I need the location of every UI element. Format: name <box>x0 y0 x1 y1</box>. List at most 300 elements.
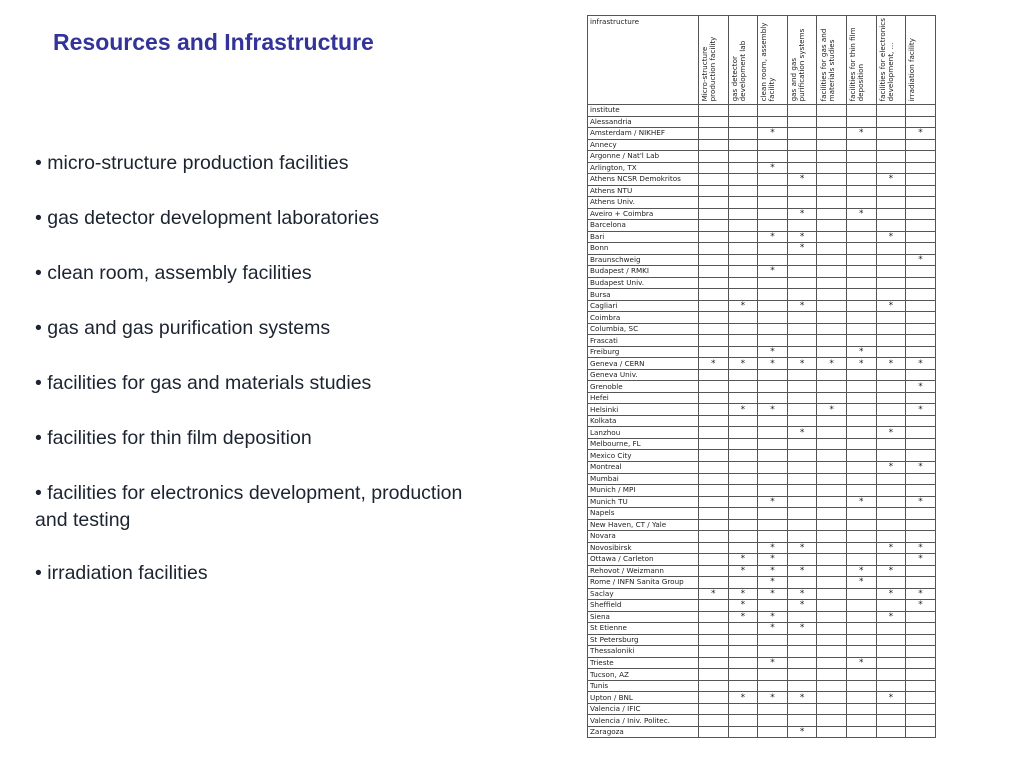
facility-mark <box>906 669 936 681</box>
facility-mark <box>876 703 906 715</box>
institute-name: Siena <box>588 611 699 623</box>
facility-mark <box>787 220 817 232</box>
facility-mark <box>728 461 758 473</box>
facility-mark <box>817 289 847 301</box>
facility-mark <box>846 646 876 658</box>
institute-name: Saclay <box>588 588 699 600</box>
facility-header-label: clean room, assembly facility <box>759 22 777 101</box>
table-row <box>588 231 936 243</box>
facility-header <box>758 16 788 105</box>
facility-mark: * <box>758 266 788 278</box>
facility-mark <box>728 335 758 347</box>
facility-mark <box>787 485 817 497</box>
facility-mark <box>846 415 876 427</box>
facility-mark <box>817 657 847 669</box>
institute-name: Thessaloniki <box>588 646 699 658</box>
institute-column-label: institute <box>588 105 699 117</box>
facility-mark <box>846 404 876 416</box>
facility-mark <box>817 715 847 727</box>
facility-mark <box>699 565 729 577</box>
facility-mark: * <box>876 565 906 577</box>
facility-mark <box>699 300 729 312</box>
table-row <box>588 266 936 278</box>
facility-mark <box>817 692 847 704</box>
facility-mark <box>846 485 876 497</box>
institute-name: Cagliari <box>588 300 699 312</box>
facility-mark <box>728 174 758 186</box>
table-row <box>588 415 936 427</box>
table-row <box>588 300 936 312</box>
facility-mark <box>846 185 876 197</box>
facility-mark <box>906 139 936 151</box>
facility-mark: * <box>728 588 758 600</box>
facility-mark: * <box>787 358 817 370</box>
facility-mark <box>699 554 729 566</box>
institute-name: Athens Univ. <box>588 197 699 209</box>
facility-header-label: Micro-structure production facility <box>700 36 718 101</box>
facility-mark <box>787 289 817 301</box>
facility-mark <box>699 139 729 151</box>
facility-mark <box>906 162 936 174</box>
institute-name: Annecy <box>588 139 699 151</box>
facility-mark <box>699 473 729 485</box>
facility-mark <box>876 254 906 266</box>
table-row <box>588 335 936 347</box>
facility-mark <box>758 197 788 209</box>
facility-mark <box>699 174 729 186</box>
facility-mark <box>817 565 847 577</box>
facility-mark <box>787 139 817 151</box>
table-row <box>588 703 936 715</box>
facility-mark <box>876 450 906 462</box>
facility-mark <box>906 438 936 450</box>
institute-name: Valencia / Iniv. Politec. <box>588 715 699 727</box>
table-row <box>588 634 936 646</box>
facility-mark <box>787 369 817 381</box>
facility-mark <box>758 726 788 738</box>
facility-mark <box>846 473 876 485</box>
facility-mark <box>817 680 847 692</box>
bullet-item: • irradiation facilities <box>35 562 208 584</box>
facility-mark <box>817 473 847 485</box>
facility-mark: * <box>728 600 758 612</box>
institute-name: Amsterdam / NIKHEF <box>588 128 699 140</box>
facility-mark <box>787 128 817 140</box>
facility-mark: * <box>876 358 906 370</box>
facility-mark <box>787 404 817 416</box>
facility-mark: * <box>876 427 906 439</box>
facility-mark <box>817 496 847 508</box>
facility-mark: * <box>787 600 817 612</box>
facility-mark <box>876 312 906 324</box>
facility-mark <box>699 634 729 646</box>
facility-mark <box>846 139 876 151</box>
institute-name: Munich TU <box>588 496 699 508</box>
facility-mark <box>699 611 729 623</box>
facility-mark <box>787 646 817 658</box>
facility-mark <box>846 323 876 335</box>
facility-mark <box>817 392 847 404</box>
table-row <box>588 174 936 186</box>
facility-mark <box>699 381 729 393</box>
facility-mark: * <box>876 542 906 554</box>
facility-mark <box>758 116 788 128</box>
facility-mark <box>846 300 876 312</box>
facility-mark <box>728 634 758 646</box>
institute-name: Kolkata <box>588 415 699 427</box>
table-row <box>588 577 936 589</box>
bullet-item: • clean room, assembly facilities <box>35 262 312 284</box>
facility-mark <box>846 554 876 566</box>
facility-mark <box>906 208 936 220</box>
facility-mark <box>728 680 758 692</box>
facility-mark: * <box>787 231 817 243</box>
table-row <box>588 600 936 612</box>
facility-header-label: facilities for gas and materials studies <box>818 28 836 101</box>
facility-mark <box>876 623 906 635</box>
facility-mark <box>728 427 758 439</box>
facility-mark <box>758 254 788 266</box>
table-row <box>588 151 936 163</box>
facility-mark: * <box>758 623 788 635</box>
facility-header-label: facilities for thin film deposition <box>848 26 866 101</box>
facility-mark <box>876 323 906 335</box>
institute-name: Novara <box>588 531 699 543</box>
facility-mark <box>728 116 758 128</box>
institute-name: Argonne / Nat'l Lab <box>588 151 699 163</box>
facility-mark <box>758 519 788 531</box>
facility-mark <box>817 197 847 209</box>
facility-mark <box>728 381 758 393</box>
institute-name: Sheffield <box>588 600 699 612</box>
facility-mark <box>876 646 906 658</box>
facility-mark <box>846 220 876 232</box>
facility-mark <box>787 266 817 278</box>
facility-mark <box>758 634 788 646</box>
facility-mark <box>758 277 788 289</box>
institute-name: Bursa <box>588 289 699 301</box>
facility-mark <box>787 519 817 531</box>
facility-mark <box>846 623 876 635</box>
facility-mark <box>817 450 847 462</box>
facility-mark <box>906 646 936 658</box>
institute-name: Columbia, SC <box>588 323 699 335</box>
facility-mark <box>728 323 758 335</box>
facility-mark <box>699 312 729 324</box>
table-row <box>588 542 936 554</box>
facility-mark <box>699 220 729 232</box>
institute-name: Novosibirsk <box>588 542 699 554</box>
facility-mark <box>906 634 936 646</box>
institute-name: Mumbai <box>588 473 699 485</box>
facility-mark <box>728 254 758 266</box>
facility-mark <box>699 277 729 289</box>
facility-mark <box>728 496 758 508</box>
table-row <box>588 277 936 289</box>
facility-mark <box>906 116 936 128</box>
facility-mark <box>817 415 847 427</box>
facility-mark <box>758 485 788 497</box>
facility-mark <box>758 139 788 151</box>
facility-mark <box>758 174 788 186</box>
facility-mark <box>817 669 847 681</box>
facility-mark <box>846 162 876 174</box>
facility-mark <box>817 231 847 243</box>
facility-mark <box>787 669 817 681</box>
facility-mark <box>846 461 876 473</box>
facility-mark <box>787 715 817 727</box>
facility-mark <box>876 577 906 589</box>
facility-mark <box>817 128 847 140</box>
facility-mark <box>787 461 817 473</box>
facility-mark <box>846 243 876 255</box>
facility-mark <box>758 680 788 692</box>
facility-mark: * <box>787 208 817 220</box>
facility-mark: * <box>876 588 906 600</box>
facility-mark: * <box>876 461 906 473</box>
facility-mark <box>758 323 788 335</box>
facility-mark <box>876 438 906 450</box>
institute-name: Valencia / IFIC <box>588 703 699 715</box>
facility-mark <box>846 715 876 727</box>
facility-mark <box>728 473 758 485</box>
institute-name: Helsinki <box>588 404 699 416</box>
facility-mark <box>728 139 758 151</box>
facility-mark: * <box>817 404 847 416</box>
table-row <box>588 162 936 174</box>
facility-mark <box>906 623 936 635</box>
corner-label: infrastructure <box>588 16 699 105</box>
facility-mark: * <box>758 588 788 600</box>
facility-mark <box>876 346 906 358</box>
table-row <box>588 726 936 738</box>
facility-mark: * <box>787 692 817 704</box>
facility-mark: * <box>846 657 876 669</box>
facility-mark <box>846 369 876 381</box>
facility-mark <box>787 703 817 715</box>
institute-name: New Haven, CT / Yale <box>588 519 699 531</box>
facility-mark: * <box>846 565 876 577</box>
facility-mark <box>758 427 788 439</box>
institute-name: Athens NTU <box>588 185 699 197</box>
facility-mark <box>758 669 788 681</box>
facility-mark <box>787 473 817 485</box>
facility-mark <box>906 680 936 692</box>
facility-mark <box>758 415 788 427</box>
table-row <box>588 531 936 543</box>
table-row <box>588 427 936 439</box>
facility-mark <box>787 415 817 427</box>
facility-mark <box>846 438 876 450</box>
table-row <box>588 473 936 485</box>
facility-mark: * <box>728 404 758 416</box>
facility-mark: * <box>787 427 817 439</box>
facility-mark <box>846 174 876 186</box>
table-row <box>588 358 936 370</box>
facility-mark: * <box>846 358 876 370</box>
facility-mark <box>846 277 876 289</box>
facility-mark: * <box>758 692 788 704</box>
facility-mark <box>846 611 876 623</box>
facility-mark <box>876 162 906 174</box>
facility-mark: * <box>758 358 788 370</box>
facility-mark <box>846 335 876 347</box>
facility-mark: * <box>876 611 906 623</box>
facility-mark <box>906 197 936 209</box>
facility-mark <box>699 346 729 358</box>
table-row <box>588 692 936 704</box>
facility-mark <box>876 266 906 278</box>
facility-mark <box>906 185 936 197</box>
facility-mark: * <box>758 404 788 416</box>
facility-mark <box>787 312 817 324</box>
facility-mark <box>906 369 936 381</box>
institute-name: Grenoble <box>588 381 699 393</box>
facility-mark <box>699 289 729 301</box>
facility-mark <box>906 289 936 301</box>
bullet-item: • facilities for thin film deposition <box>35 427 312 449</box>
table-row <box>588 623 936 635</box>
facility-mark <box>817 220 847 232</box>
facility-mark <box>787 554 817 566</box>
facility-mark: * <box>728 300 758 312</box>
facility-mark: * <box>758 128 788 140</box>
table-row <box>588 485 936 497</box>
institute-name: Alessandria <box>588 116 699 128</box>
facility-mark <box>876 496 906 508</box>
bullet-item: • facilities for electronics development, production and testing <box>35 482 463 531</box>
facility-mark <box>817 174 847 186</box>
table-row <box>588 657 936 669</box>
bullet-item: • gas and gas purification systems <box>35 317 331 339</box>
table-row <box>588 220 936 232</box>
facility-mark <box>817 542 847 554</box>
facility-header <box>906 16 936 105</box>
table-row <box>588 646 936 658</box>
facility-mark <box>728 657 758 669</box>
facility-mark <box>906 151 936 163</box>
table-row <box>588 185 936 197</box>
facility-mark <box>817 381 847 393</box>
facility-mark <box>876 726 906 738</box>
facility-mark <box>846 116 876 128</box>
institute-name: Braunschweig <box>588 254 699 266</box>
facility-mark <box>817 277 847 289</box>
facility-mark <box>728 289 758 301</box>
facility-mark <box>758 461 788 473</box>
facility-mark: * <box>758 542 788 554</box>
facility-mark <box>906 323 936 335</box>
facility-mark: * <box>699 358 729 370</box>
facility-mark <box>787 496 817 508</box>
facility-mark <box>876 600 906 612</box>
institute-name: Rehovot / Weizmann <box>588 565 699 577</box>
facility-mark <box>817 461 847 473</box>
facility-mark <box>728 669 758 681</box>
facility-mark <box>699 485 729 497</box>
table-row <box>588 715 936 727</box>
facility-mark <box>906 508 936 520</box>
facility-mark: * <box>758 565 788 577</box>
facility-mark <box>817 185 847 197</box>
facility-mark <box>728 128 758 140</box>
table-row <box>588 346 936 358</box>
facility-mark <box>728 485 758 497</box>
institute-name: Budapest / RMKI <box>588 266 699 278</box>
facility-mark <box>758 600 788 612</box>
facility-mark <box>846 254 876 266</box>
facility-mark <box>817 646 847 658</box>
facility-mark <box>728 519 758 531</box>
facility-mark <box>699 369 729 381</box>
facility-mark <box>817 554 847 566</box>
facility-mark <box>699 438 729 450</box>
facility-mark: * <box>787 565 817 577</box>
facility-mark <box>817 335 847 347</box>
facility-mark <box>728 531 758 543</box>
facility-mark <box>876 508 906 520</box>
facility-mark <box>817 485 847 497</box>
facility-mark <box>728 726 758 738</box>
facility-mark <box>846 542 876 554</box>
facility-mark: * <box>876 300 906 312</box>
facility-mark: * <box>758 554 788 566</box>
facility-mark <box>699 197 729 209</box>
facility-mark <box>758 289 788 301</box>
facility-mark <box>846 519 876 531</box>
facility-mark <box>817 623 847 635</box>
table-row <box>588 554 936 566</box>
facility-mark <box>758 220 788 232</box>
facility-mark <box>728 277 758 289</box>
facility-mark <box>846 266 876 278</box>
facility-mark <box>846 427 876 439</box>
slide-title: Resources and Infrastructure <box>53 29 374 55</box>
institute-name: Munich / MPI <box>588 485 699 497</box>
facility-mark <box>817 508 847 520</box>
facility-mark <box>787 116 817 128</box>
facility-mark <box>699 335 729 347</box>
table-row <box>588 404 936 416</box>
facility-mark <box>699 726 729 738</box>
facility-mark: * <box>699 588 729 600</box>
institute-name: Zaragoza <box>588 726 699 738</box>
facility-mark: * <box>758 496 788 508</box>
facility-mark <box>758 369 788 381</box>
table-row <box>588 312 936 324</box>
facility-mark <box>699 519 729 531</box>
facility-mark <box>876 415 906 427</box>
bullet-item: • gas detector development laboratories <box>35 207 379 229</box>
table-row <box>588 669 936 681</box>
facility-mark <box>699 461 729 473</box>
facility-mark <box>699 600 729 612</box>
table-row <box>588 611 936 623</box>
facility-header <box>876 16 906 105</box>
institute-name: Frascati <box>588 335 699 347</box>
facility-mark <box>817 703 847 715</box>
table-row <box>588 450 936 462</box>
facility-mark <box>817 577 847 589</box>
facility-mark <box>758 381 788 393</box>
facility-mark <box>817 531 847 543</box>
facility-mark <box>728 369 758 381</box>
facility-mark <box>728 162 758 174</box>
facility-mark: * <box>787 623 817 635</box>
facility-mark <box>758 312 788 324</box>
facility-mark <box>876 220 906 232</box>
facility-mark <box>846 680 876 692</box>
